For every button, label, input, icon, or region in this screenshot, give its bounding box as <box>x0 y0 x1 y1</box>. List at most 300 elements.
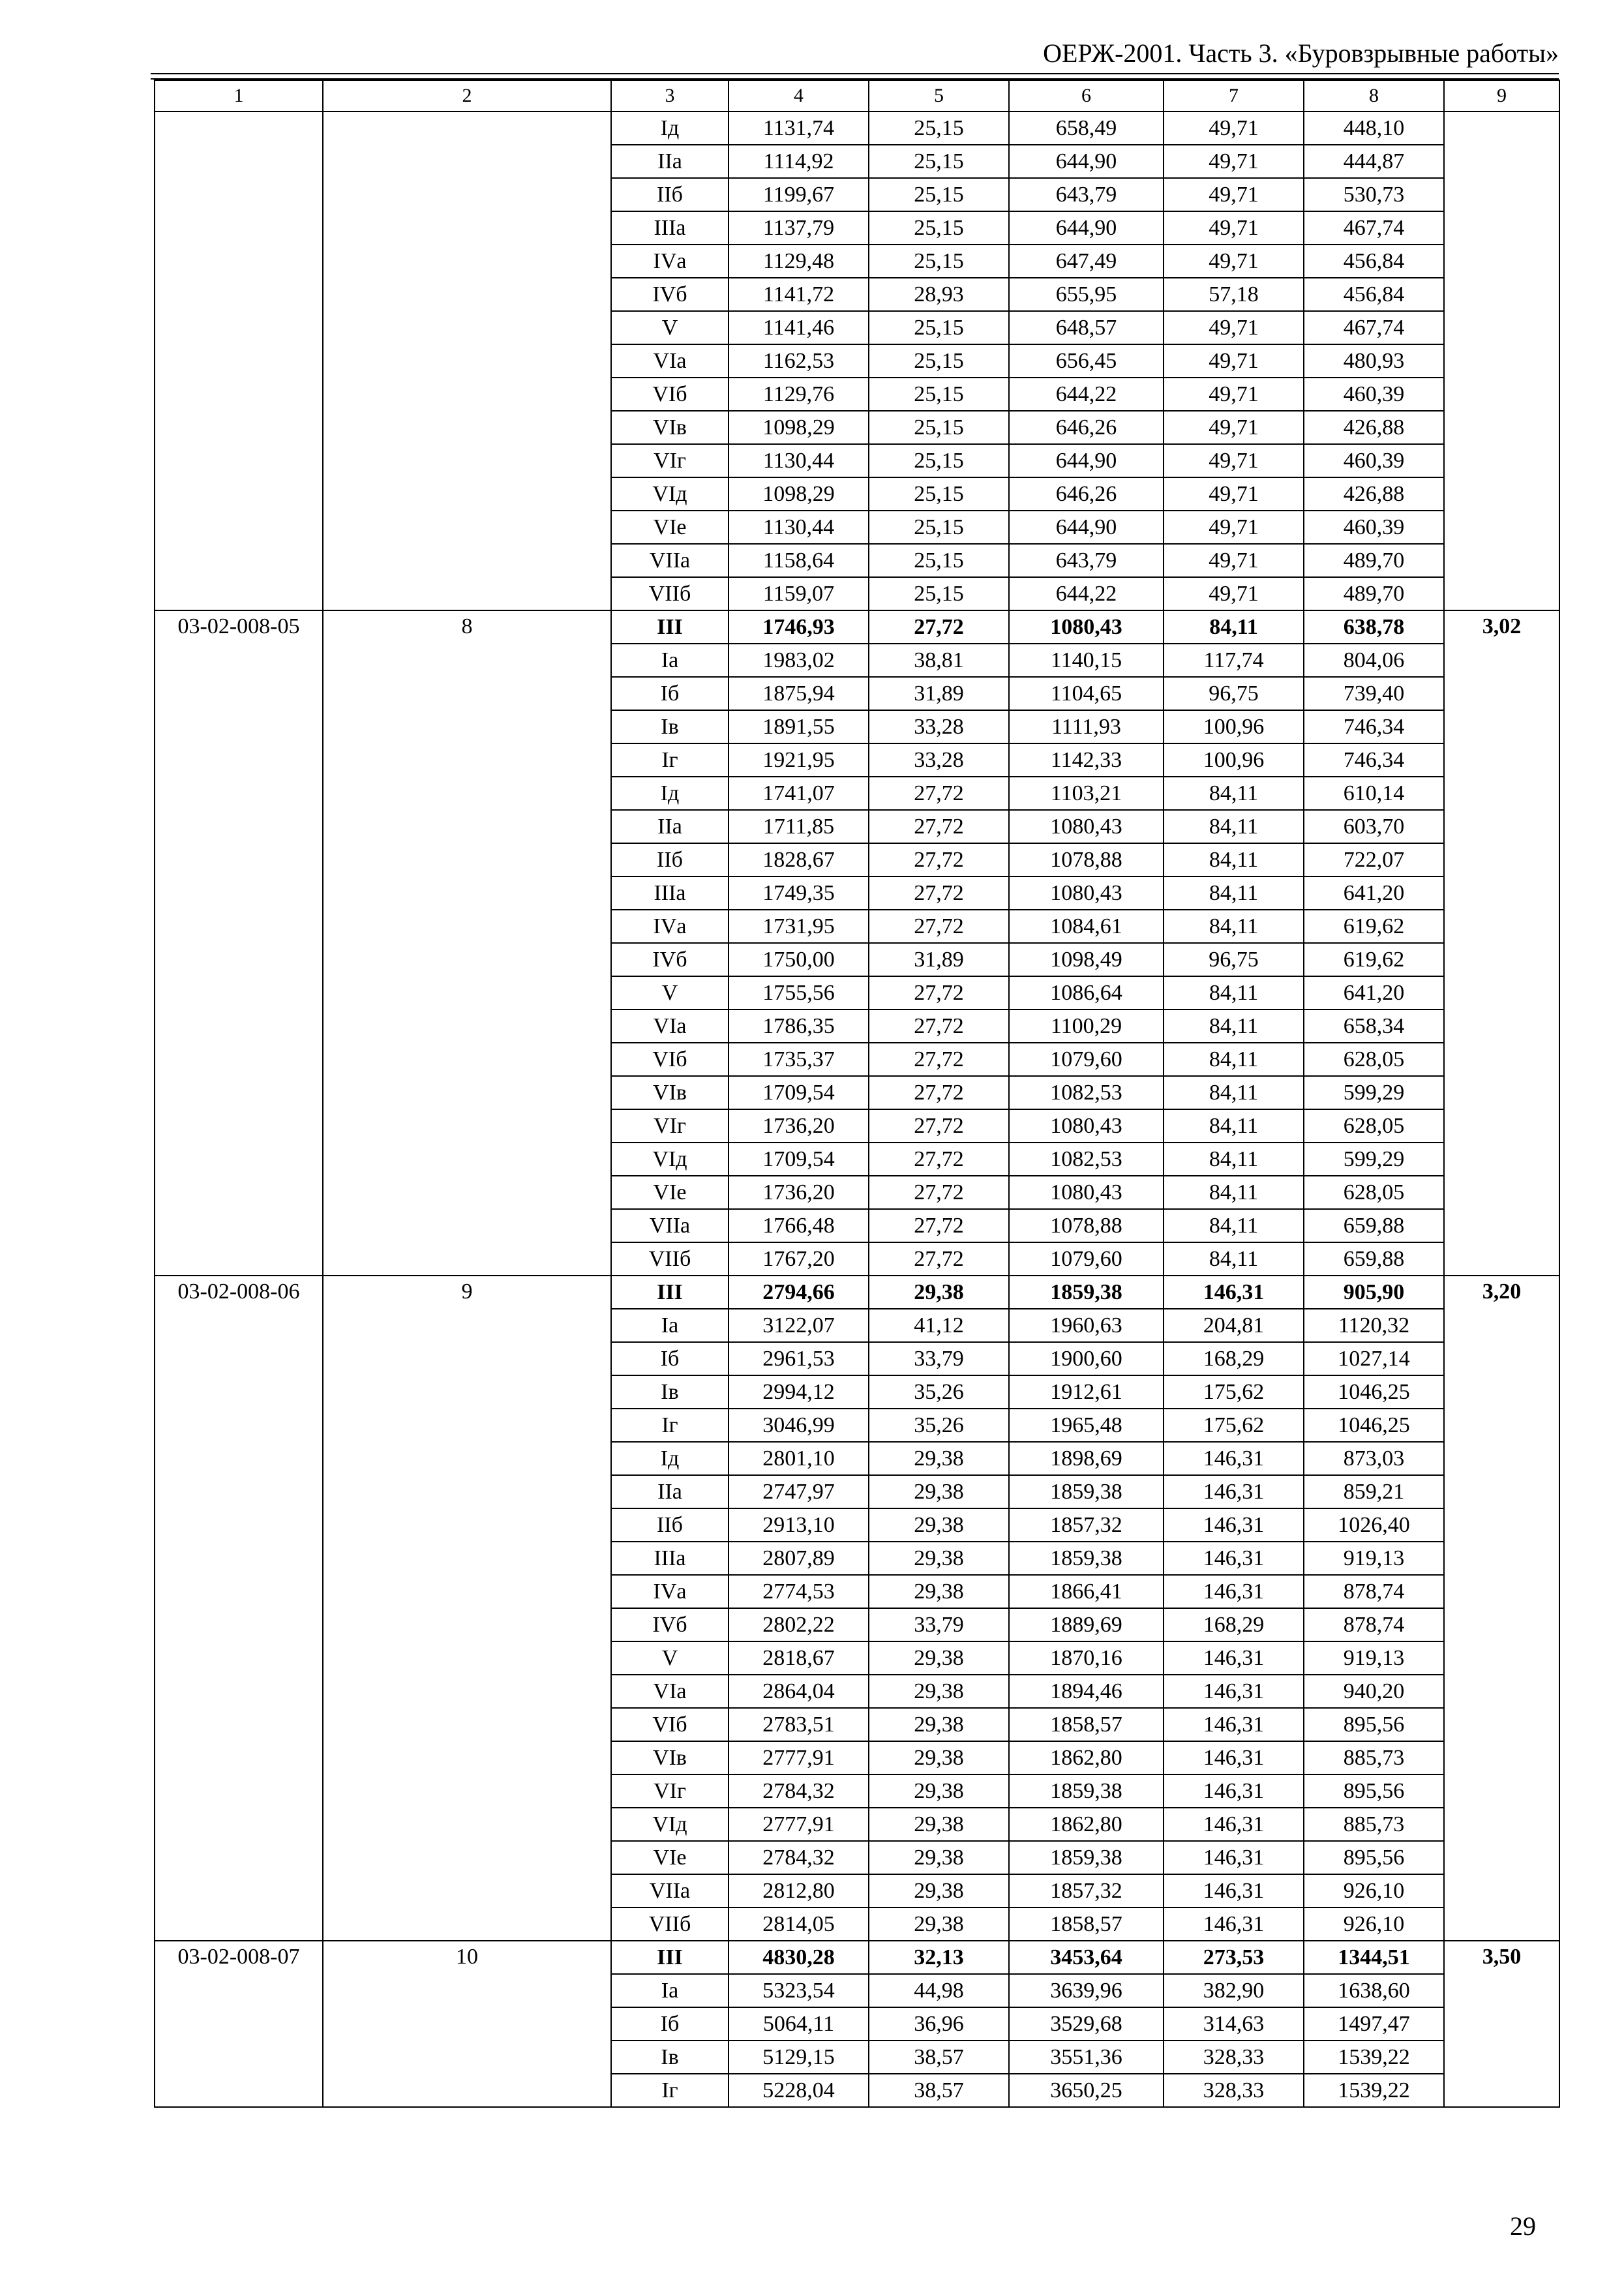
value-cell: 49,71 <box>1164 378 1304 411</box>
value-cell: 658,34 <box>1304 1010 1444 1043</box>
category-cell: Iд <box>611 1442 729 1475</box>
rate-code-cell: 03-02-008-05 <box>155 610 323 1276</box>
value-cell: 84,11 <box>1164 910 1304 943</box>
value-cell: 49,71 <box>1164 311 1304 344</box>
value-cell: 100,96 <box>1164 743 1304 777</box>
value-cell: 1894,46 <box>1009 1675 1164 1708</box>
value-cell: 27,72 <box>869 876 1009 910</box>
value-cell: 940,20 <box>1304 1675 1444 1708</box>
category-cell: VIд <box>611 1143 729 1176</box>
value-cell: 57,18 <box>1164 278 1304 311</box>
category-cell: IIб <box>611 178 729 211</box>
category-cell: VIа <box>611 344 729 378</box>
value-cell: 84,11 <box>1164 1076 1304 1109</box>
category-cell: IVб <box>611 278 729 311</box>
category-cell: IIIа <box>611 876 729 910</box>
value-cell: 1900,60 <box>1009 1342 1164 1375</box>
value-cell: 25,15 <box>869 378 1009 411</box>
rate-name-cell <box>323 112 611 610</box>
value-cell: 31,89 <box>869 677 1009 710</box>
value-cell: 49,71 <box>1164 511 1304 544</box>
rate-name-cell: 8 <box>323 610 611 1276</box>
rates-table <box>154 80 1560 2108</box>
value-cell: 38,57 <box>869 2074 1009 2107</box>
value-cell: 29,38 <box>869 1442 1009 1475</box>
category-cell: Iг <box>611 1409 729 1442</box>
value-cell: 84,11 <box>1164 1109 1304 1143</box>
category-cell: VIд <box>611 1808 729 1841</box>
category-cell: IIб <box>611 1508 729 1542</box>
value-cell: 895,56 <box>1304 1841 1444 1874</box>
category-cell: VIIа <box>611 1874 729 1908</box>
value-cell: 1131,74 <box>729 112 869 145</box>
value-cell: 1159,07 <box>729 577 869 610</box>
value-cell: 168,29 <box>1164 1342 1304 1375</box>
value-cell: 3122,07 <box>729 1309 869 1342</box>
value-cell: 1859,38 <box>1009 1542 1164 1575</box>
value-cell: 1749,35 <box>729 876 869 910</box>
value-cell: 659,88 <box>1304 1242 1444 1276</box>
value-cell: 84,11 <box>1164 1209 1304 1242</box>
category-cell: Iг <box>611 743 729 777</box>
category-cell: VIе <box>611 1841 729 1874</box>
value-cell: 1859,38 <box>1009 1276 1164 1309</box>
category-cell: Iа <box>611 1974 729 2007</box>
coefficient-cell <box>1444 112 1559 610</box>
value-cell: 146,31 <box>1164 1675 1304 1708</box>
category-cell: VIе <box>611 511 729 544</box>
coefficient-cell: 3,20 <box>1444 1276 1559 1941</box>
value-cell: 530,73 <box>1304 178 1444 211</box>
value-cell: 2794,66 <box>729 1276 869 1309</box>
value-cell: 146,31 <box>1164 1641 1304 1675</box>
value-cell: 2777,91 <box>729 1808 869 1841</box>
value-cell: 1026,40 <box>1304 1508 1444 1542</box>
value-cell: 1857,32 <box>1009 1508 1164 1542</box>
value-cell: 3551,36 <box>1009 2041 1164 2074</box>
value-cell: 2784,32 <box>729 1774 869 1808</box>
value-cell: 1080,43 <box>1009 1109 1164 1143</box>
value-cell: 1142,33 <box>1009 743 1164 777</box>
value-cell: 643,79 <box>1009 178 1164 211</box>
value-cell: 1130,44 <box>729 444 869 477</box>
value-cell: 1104,65 <box>1009 677 1164 710</box>
value-cell: 29,38 <box>869 1808 1009 1841</box>
category-cell: III <box>611 1941 729 1974</box>
value-cell: 146,31 <box>1164 1542 1304 1575</box>
value-cell: 878,74 <box>1304 1608 1444 1641</box>
value-cell: 659,88 <box>1304 1209 1444 1242</box>
value-cell: 628,05 <box>1304 1109 1444 1143</box>
category-cell: VIIа <box>611 544 729 577</box>
value-cell: 456,84 <box>1304 245 1444 278</box>
category-cell: Iд <box>611 112 729 145</box>
value-cell: 146,31 <box>1164 1575 1304 1608</box>
value-cell: 1027,14 <box>1304 1342 1444 1375</box>
value-cell: 641,20 <box>1304 976 1444 1010</box>
value-cell: 1875,94 <box>729 677 869 710</box>
value-cell: 38,57 <box>869 2041 1009 2074</box>
category-cell: VIв <box>611 411 729 444</box>
value-cell: 31,89 <box>869 943 1009 976</box>
value-cell: 3639,96 <box>1009 1974 1164 2007</box>
value-cell: 25,15 <box>869 145 1009 178</box>
value-cell: 25,15 <box>869 178 1009 211</box>
value-cell: 619,62 <box>1304 943 1444 976</box>
value-cell: 895,56 <box>1304 1774 1444 1808</box>
value-cell: 1766,48 <box>729 1209 869 1242</box>
value-cell: 382,90 <box>1164 1974 1304 2007</box>
category-cell: IVа <box>611 245 729 278</box>
value-cell: 1741,07 <box>729 777 869 810</box>
coefficient-cell: 3,02 <box>1444 610 1559 1276</box>
category-cell: IIб <box>611 843 729 876</box>
value-cell: 35,26 <box>869 1409 1009 1442</box>
value-cell: 628,05 <box>1304 1043 1444 1076</box>
value-cell: 3453,64 <box>1009 1941 1164 1974</box>
value-cell: 1539,22 <box>1304 2041 1444 2074</box>
value-cell: 448,10 <box>1304 112 1444 145</box>
table-row <box>155 1276 1559 1309</box>
value-cell: 1891,55 <box>729 710 869 743</box>
value-cell: 3650,25 <box>1009 2074 1164 2107</box>
value-cell: 1711,85 <box>729 810 869 843</box>
value-cell: 4830,28 <box>729 1941 869 1974</box>
value-cell: 2812,80 <box>729 1874 869 1908</box>
value-cell: 84,11 <box>1164 1242 1304 1276</box>
category-cell: Iв <box>611 710 729 743</box>
value-cell: 27,72 <box>869 1209 1009 1242</box>
value-cell: 1080,43 <box>1009 610 1164 644</box>
value-cell: 1344,51 <box>1304 1941 1444 1974</box>
column-number-row <box>155 80 1559 112</box>
value-cell: 1828,67 <box>729 843 869 876</box>
value-cell: 25,15 <box>869 477 1009 511</box>
value-cell: 1199,67 <box>729 178 869 211</box>
value-cell: 28,93 <box>869 278 1009 311</box>
value-cell: 926,10 <box>1304 1874 1444 1908</box>
value-cell: 1709,54 <box>729 1076 869 1109</box>
value-cell: 1736,20 <box>729 1109 869 1143</box>
value-cell: 655,95 <box>1009 278 1164 311</box>
value-cell: 1080,43 <box>1009 810 1164 843</box>
value-cell: 49,71 <box>1164 477 1304 511</box>
value-cell: 1082,53 <box>1009 1143 1164 1176</box>
value-cell: 885,73 <box>1304 1808 1444 1841</box>
value-cell: 1709,54 <box>729 1143 869 1176</box>
value-cell: 27,72 <box>869 976 1009 1010</box>
value-cell: 1080,43 <box>1009 1176 1164 1209</box>
value-cell: 599,29 <box>1304 1076 1444 1109</box>
value-cell: 895,56 <box>1304 1708 1444 1741</box>
value-cell: 1859,38 <box>1009 1841 1164 1874</box>
value-cell: 1862,80 <box>1009 1808 1164 1841</box>
value-cell: 426,88 <box>1304 477 1444 511</box>
value-cell: 1859,38 <box>1009 1774 1164 1808</box>
value-cell: 49,71 <box>1164 577 1304 610</box>
value-cell: 2784,32 <box>729 1841 869 1874</box>
value-cell: 146,31 <box>1164 1874 1304 1908</box>
value-cell: 49,71 <box>1164 211 1304 245</box>
column-number: 3 <box>611 80 729 112</box>
value-cell: 1870,16 <box>1009 1641 1164 1675</box>
value-cell: 49,71 <box>1164 544 1304 577</box>
value-cell: 29,38 <box>869 1908 1009 1941</box>
value-cell: 146,31 <box>1164 1841 1304 1874</box>
value-cell: 1889,69 <box>1009 1608 1164 1641</box>
value-cell: 460,39 <box>1304 444 1444 477</box>
category-cell: VIб <box>611 1043 729 1076</box>
value-cell: 467,74 <box>1304 311 1444 344</box>
value-cell: 29,38 <box>869 1874 1009 1908</box>
value-cell: 644,90 <box>1009 511 1164 544</box>
rate-name-cell: 10 <box>323 1941 611 2107</box>
value-cell: 1129,48 <box>729 245 869 278</box>
value-cell: 1141,72 <box>729 278 869 311</box>
value-cell: 146,31 <box>1164 1508 1304 1542</box>
value-cell: 146,31 <box>1164 1908 1304 1941</box>
value-cell: 426,88 <box>1304 411 1444 444</box>
value-cell: 1111,93 <box>1009 710 1164 743</box>
value-cell: 1114,92 <box>729 145 869 178</box>
value-cell: 1767,20 <box>729 1242 869 1276</box>
category-cell: VIд <box>611 477 729 511</box>
value-cell: 1736,20 <box>729 1176 869 1209</box>
value-cell: 1141,46 <box>729 311 869 344</box>
value-cell: 146,31 <box>1164 1708 1304 1741</box>
value-cell: 619,62 <box>1304 910 1444 943</box>
value-cell: 1921,95 <box>729 743 869 777</box>
value-cell: 467,74 <box>1304 211 1444 245</box>
value-cell: 25,15 <box>869 112 1009 145</box>
page-number: 29 <box>1510 2211 1536 2241</box>
value-cell: 2747,97 <box>729 1475 869 1508</box>
value-cell: 1866,41 <box>1009 1575 1164 1608</box>
value-cell: 1082,53 <box>1009 1076 1164 1109</box>
value-cell: 29,38 <box>869 1508 1009 1542</box>
value-cell: 1858,57 <box>1009 1708 1164 1741</box>
value-cell: 1098,49 <box>1009 943 1164 976</box>
value-cell: 746,34 <box>1304 743 1444 777</box>
value-cell: 1965,48 <box>1009 1409 1164 1442</box>
rate-code-cell: 03-02-008-07 <box>155 1941 323 2107</box>
value-cell: 628,05 <box>1304 1176 1444 1209</box>
value-cell: 1497,47 <box>1304 2007 1444 2041</box>
value-cell: 648,57 <box>1009 311 1164 344</box>
value-cell: 1098,29 <box>729 411 869 444</box>
value-cell: 29,38 <box>869 1741 1009 1774</box>
value-cell: 5129,15 <box>729 2041 869 2074</box>
value-cell: 610,14 <box>1304 777 1444 810</box>
value-cell: 2994,12 <box>729 1375 869 1409</box>
value-cell: 1786,35 <box>729 1010 869 1043</box>
value-cell: 25,15 <box>869 344 1009 378</box>
value-cell: 456,84 <box>1304 278 1444 311</box>
value-cell: 25,15 <box>869 211 1009 245</box>
value-cell: 1735,37 <box>729 1043 869 1076</box>
value-cell: 35,26 <box>869 1375 1009 1409</box>
value-cell: 49,71 <box>1164 245 1304 278</box>
value-cell: 885,73 <box>1304 1741 1444 1774</box>
value-cell: 38,81 <box>869 644 1009 677</box>
value-cell: 27,72 <box>869 1109 1009 1143</box>
category-cell: VIIб <box>611 1242 729 1276</box>
value-cell: 84,11 <box>1164 1043 1304 1076</box>
category-cell: V <box>611 1641 729 1675</box>
value-cell: 1898,69 <box>1009 1442 1164 1475</box>
value-cell: 84,11 <box>1164 876 1304 910</box>
value-cell: 27,72 <box>869 1010 1009 1043</box>
value-cell: 84,11 <box>1164 1143 1304 1176</box>
value-cell: 1983,02 <box>729 644 869 677</box>
value-cell: 1137,79 <box>729 211 869 245</box>
value-cell: 603,70 <box>1304 810 1444 843</box>
category-cell: VIг <box>611 1109 729 1143</box>
value-cell: 84,11 <box>1164 1176 1304 1209</box>
category-cell: VIг <box>611 444 729 477</box>
value-cell: 919,13 <box>1304 1641 1444 1675</box>
category-cell: Iб <box>611 677 729 710</box>
category-cell: III <box>611 1276 729 1309</box>
value-cell: 36,96 <box>869 2007 1009 2041</box>
column-number: 8 <box>1304 80 1444 112</box>
value-cell: 328,33 <box>1164 2041 1304 2074</box>
value-cell: 1079,60 <box>1009 1043 1164 1076</box>
category-cell: IVа <box>611 910 729 943</box>
value-cell: 739,40 <box>1304 677 1444 710</box>
value-cell: 722,07 <box>1304 843 1444 876</box>
rates-table-body <box>155 112 1559 2107</box>
value-cell: 49,71 <box>1164 112 1304 145</box>
category-cell: VIв <box>611 1076 729 1109</box>
value-cell: 49,71 <box>1164 178 1304 211</box>
rate-code-cell <box>155 112 323 610</box>
value-cell: 41,12 <box>869 1309 1009 1342</box>
value-cell: 84,11 <box>1164 610 1304 644</box>
value-cell: 646,26 <box>1009 477 1164 511</box>
column-number: 1 <box>155 80 323 112</box>
value-cell: 643,79 <box>1009 544 1164 577</box>
value-cell: 644,90 <box>1009 145 1164 178</box>
table-row <box>155 610 1559 644</box>
coefficient-cell: 3,50 <box>1444 1941 1559 2107</box>
value-cell: 873,03 <box>1304 1442 1444 1475</box>
value-cell: 1080,43 <box>1009 876 1164 910</box>
value-cell: 1912,61 <box>1009 1375 1164 1409</box>
page-header-title: ОЕРЖ-2001. Часть 3. «Буровзрывные работы» <box>1043 38 1559 68</box>
value-cell: 175,62 <box>1164 1375 1304 1409</box>
value-cell: 1158,64 <box>729 544 869 577</box>
header-rule <box>151 73 1559 74</box>
column-number: 4 <box>729 80 869 112</box>
table-row <box>155 1941 1559 1974</box>
value-cell: 1862,80 <box>1009 1741 1164 1774</box>
category-cell: VIб <box>611 378 729 411</box>
value-cell: 1755,56 <box>729 976 869 1010</box>
value-cell: 168,29 <box>1164 1608 1304 1641</box>
category-cell: Iб <box>611 1342 729 1375</box>
value-cell: 84,11 <box>1164 1010 1304 1043</box>
value-cell: 146,31 <box>1164 1276 1304 1309</box>
value-cell: 1859,38 <box>1009 1475 1164 1508</box>
category-cell: IIа <box>611 810 729 843</box>
category-cell: V <box>611 976 729 1010</box>
value-cell: 1078,88 <box>1009 843 1164 876</box>
value-cell: 644,90 <box>1009 211 1164 245</box>
value-cell: 489,70 <box>1304 577 1444 610</box>
value-cell: 3529,68 <box>1009 2007 1164 2041</box>
value-cell: 100,96 <box>1164 710 1304 743</box>
value-cell: 146,31 <box>1164 1774 1304 1808</box>
value-cell: 641,20 <box>1304 876 1444 910</box>
category-cell: III <box>611 610 729 644</box>
value-cell: 27,72 <box>869 810 1009 843</box>
category-cell: VIб <box>611 1708 729 1741</box>
value-cell: 1100,29 <box>1009 1010 1164 1043</box>
category-cell: IIIа <box>611 211 729 245</box>
value-cell: 175,62 <box>1164 1409 1304 1442</box>
value-cell: 638,78 <box>1304 610 1444 644</box>
category-cell: Iг <box>611 2074 729 2107</box>
value-cell: 29,38 <box>869 1708 1009 1741</box>
value-cell: 644,22 <box>1009 378 1164 411</box>
value-cell: 1120,32 <box>1304 1309 1444 1342</box>
category-cell: VIа <box>611 1675 729 1708</box>
value-cell: 1750,00 <box>729 943 869 976</box>
value-cell: 5228,04 <box>729 2074 869 2107</box>
value-cell: 746,34 <box>1304 710 1444 743</box>
value-cell: 1046,25 <box>1304 1375 1444 1409</box>
value-cell: 146,31 <box>1164 1475 1304 1508</box>
value-cell: 480,93 <box>1304 344 1444 378</box>
value-cell: 878,74 <box>1304 1575 1444 1608</box>
value-cell: 84,11 <box>1164 843 1304 876</box>
value-cell: 489,70 <box>1304 544 1444 577</box>
value-cell: 1086,64 <box>1009 976 1164 1010</box>
value-cell: 146,31 <box>1164 1808 1304 1841</box>
table-row <box>155 112 1559 145</box>
value-cell: 644,22 <box>1009 577 1164 610</box>
value-cell: 1960,63 <box>1009 1309 1164 1342</box>
value-cell: 1746,93 <box>729 610 869 644</box>
value-cell: 25,15 <box>869 511 1009 544</box>
value-cell: 328,33 <box>1164 2074 1304 2107</box>
value-cell: 29,38 <box>869 1774 1009 1808</box>
category-cell: IVб <box>611 1608 729 1641</box>
category-cell: IIа <box>611 1475 729 1508</box>
category-cell: VIа <box>611 1010 729 1043</box>
category-cell: VIе <box>611 1176 729 1209</box>
value-cell: 2814,05 <box>729 1908 869 1941</box>
value-cell: 804,06 <box>1304 644 1444 677</box>
value-cell: 1638,60 <box>1304 1974 1444 2007</box>
rate-name-cell: 9 <box>323 1276 611 1941</box>
value-cell: 314,63 <box>1164 2007 1304 2041</box>
value-cell: 29,38 <box>869 1841 1009 1874</box>
value-cell: 33,28 <box>869 710 1009 743</box>
value-cell: 117,74 <box>1164 644 1304 677</box>
value-cell: 658,49 <box>1009 112 1164 145</box>
value-cell: 25,15 <box>869 411 1009 444</box>
value-cell: 5323,54 <box>729 1974 869 2007</box>
category-cell: IIа <box>611 145 729 178</box>
value-cell: 2818,67 <box>729 1641 869 1675</box>
value-cell: 27,72 <box>869 777 1009 810</box>
value-cell: 27,72 <box>869 1076 1009 1109</box>
value-cell: 33,79 <box>869 1608 1009 1641</box>
value-cell: 29,38 <box>869 1575 1009 1608</box>
value-cell: 25,15 <box>869 544 1009 577</box>
